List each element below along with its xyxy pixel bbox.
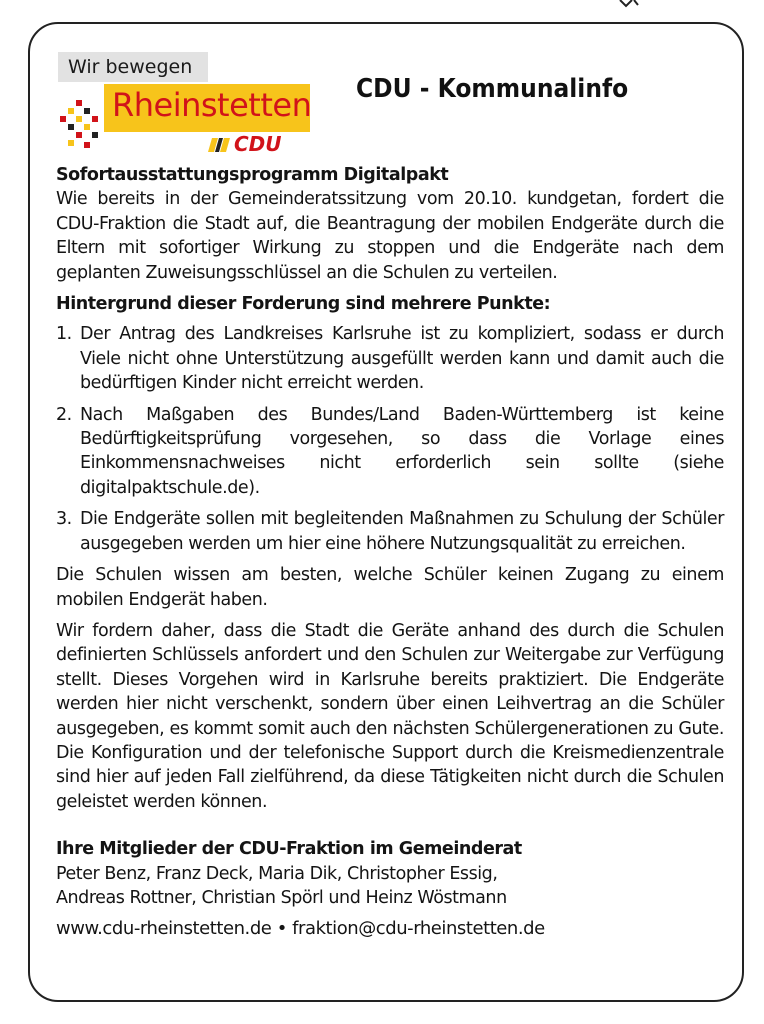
list-item-number: 1. [56,324,72,345]
members-line-2: Andreas Rottner, Christian Spörl und Heinz Wöstmann [56,887,507,908]
list-item-number: 2. [56,404,72,425]
list-item-text: Der Antrag des Landkreises Karlsruhe ist zu kompliziert, sodass er durch Viele nicht ohne Unterstützung ausgefüllt werden kann und damit auch die bedürftigen Kinder nicht erreicht werden. [80,324,724,394]
article-body [56,163,724,960]
cdu-stripe-icon [208,138,230,152]
email-link[interactable]: fraktion@cdu-rheinstetten.de [292,918,545,940]
list-item-number: 3. [56,509,72,530]
page-title: CDU - Kommunalinfo [356,74,629,104]
article-intro: Wie bereits in der Gemeinderatssitzung vom 20.10. kundgetan, fordert die CDU-Fraktion die Stadt auf, die Beantragung der mobilen Endgeräte durch die Eltern mit sofortiger Wirkung zu stoppen und die Endgeräte nach dem geplanten Zuweisungsschlüssel an die Schulen zu verteilen. [56,189,724,283]
list-item-text: Die Endgeräte sollen mit begleitenden Maßnahmen zu Schulung der Schüler ausgegeben werden um hier eine höhere Nutzungsqualität zu erreichen. [80,509,724,554]
members-line-1: Peter Benz, Franz Deck, Maria Dik, Christopher Essig, [56,863,498,884]
corner-mark [618,0,648,8]
logo-town-name: Rheinstetten [112,86,312,124]
logo-town-banner [104,84,310,132]
points-list [56,322,724,556]
article-subheading: Hintergrund dieser Forderung sind mehrere Punkte: [56,294,551,315]
article-paragraph-demand: Wir fordern daher, dass die Stadt die Geräte anhand des durch die Schulen definierten Schlüssels anfordert und den Schulen zur Weitergabe zur Verfügung stellt. Dieses Vorgehen wird in Karlsruhe bereits praktiziert. Die Endgeräte werden hier nicht verschenkt, sondern über einen Leihvertrag an die Schüler ausgegeben, es kommt somit auch den nächsten Schülergenerationen zu Gute. Die Konfiguration und der telefonische Support durch die Kreismedienzentrale sind hier auf jeden Fall zielführend, da diese Tätigkeiten nicht durch die Schulen geleistet werden können. [56,620,724,812]
logo-cdu-mark [208,132,310,156]
article-heading: Sofortausstattungsprogramm Digitalpakt [56,165,449,185]
logo-pixel-pattern-icon [58,96,104,156]
article-paragraph-schools: Die Schulen wissen am besten, welche Schüler keinen Zugang zu einem mobilen Endgerät haben. [56,565,724,610]
list-item [56,403,724,501]
website-link[interactable]: www.cdu-rheinstetten.de [56,918,272,940]
list-item [56,507,724,556]
list-item [56,322,724,395]
footer-separator: • [276,918,287,940]
members-heading: Ihre Mitglieder der CDU-Fraktion im Gemeinderat [56,839,522,860]
logo-party-name: CDU [234,132,282,156]
logo-slogan: Wir bewegen [58,52,208,82]
list-item-text: Nach Maßgaben des Bundes/Land Baden-Württemberg ist keine Bedürftigkeitsprüfung vorgesehen, so dass die Vorlage eines Einkommensnachweises nicht erforderlich sein sollte (siehe digitalpaktschule.de). [80,404,724,498]
contact-footer [56,917,724,941]
cdu-rheinstetten-logo [58,52,310,156]
